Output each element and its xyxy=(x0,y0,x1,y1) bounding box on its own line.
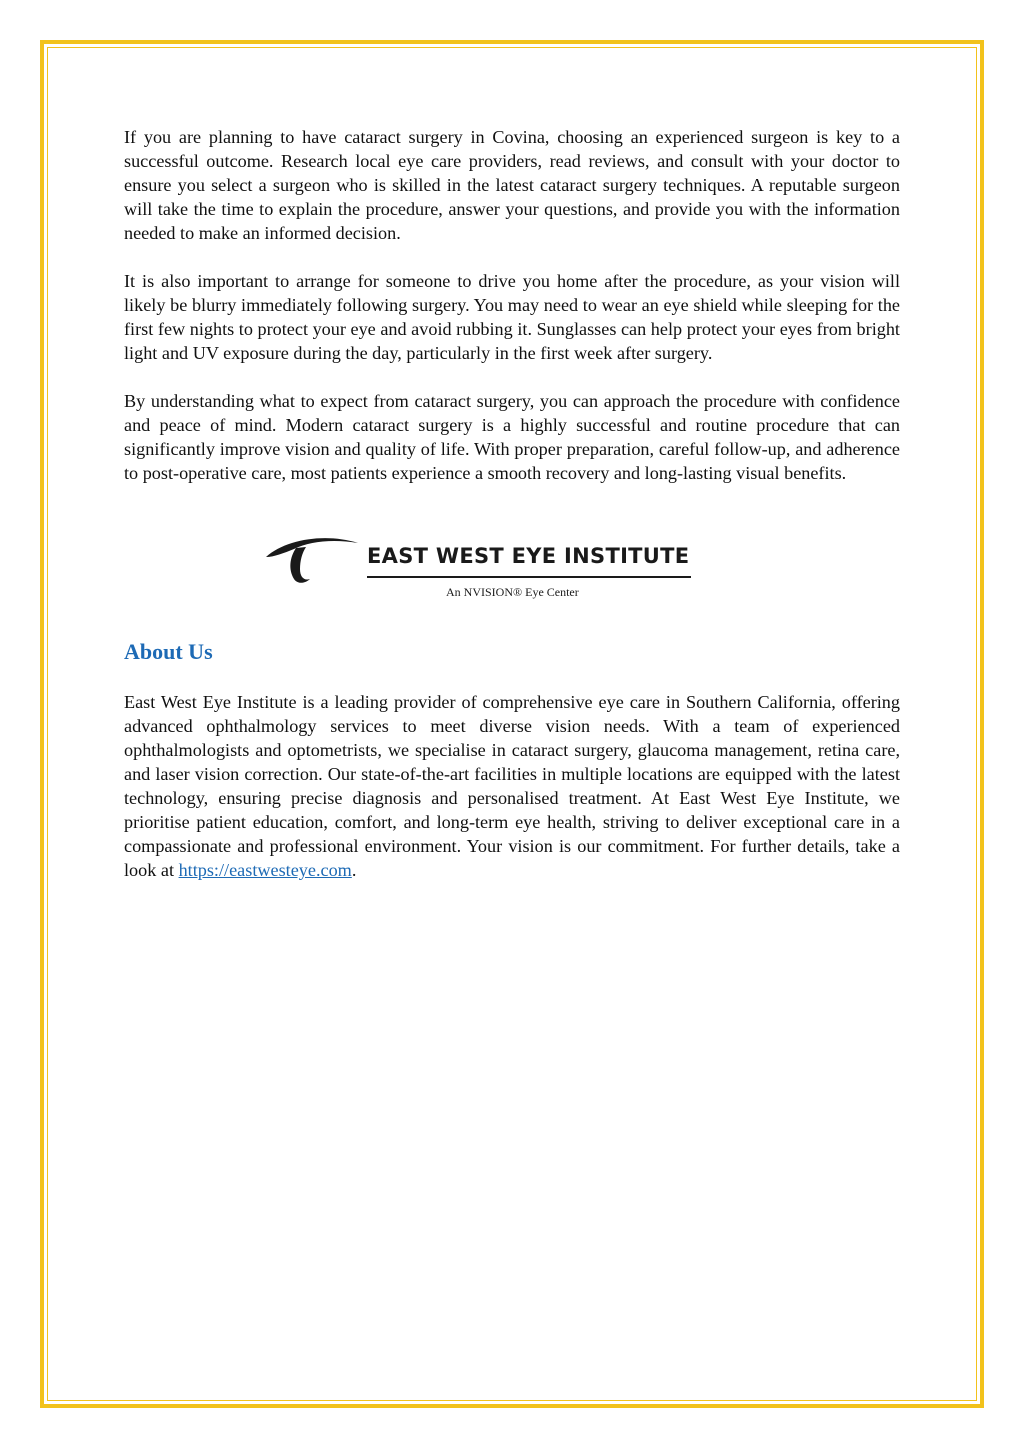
about-us-text: East West Eye Institute is a leading provider of comprehensive eye care in Southern California, offering advanced ophthalmology services to meet diverse vision needs. With a team of experienced ophthalmologists and optometrists, we specialise in cataract surgery, glaucoma management, retina care, and laser vision correction. Our state-of-the-art facilities in multiple locations are equipped with the latest technology, ensuring precise diagnosis and personalised treatment. At East West Eye Institute, we prioritise patient education, comfort, and long-term eye health, striving to deliver exceptional care in a compassionate and professional environment. Your vision is our commitment. For further details, take a look at xyxy=(124,692,900,880)
logo-wordmark: EAST WEST EYE INSTITUTE xyxy=(367,544,690,568)
about-us-heading: About Us xyxy=(124,639,213,664)
company-logo xyxy=(124,535,900,630)
eye-arc-logo-icon xyxy=(264,535,360,587)
paragraph-conclusion: By understanding what to expect from cataract surgery, you can approach the procedure with confidence and peace of mind. Modern cataract surgery is a highly successful and routine procedure that can significantly improve vision and quality of life. With proper preparation, careful follow-up, and adherence to post-operative care, most patients experience a smooth recovery and long-lasting visual benefits. xyxy=(124,391,900,483)
about-us-trailing: . xyxy=(351,860,357,880)
logo-tagline: An NVISION® Eye Center xyxy=(446,585,579,599)
paragraph-after-procedure: It is also important to arrange for someone to drive you home after the procedure, as your vision will likely be blurry immediately following surgery. You may need to wear an eye shield while sleeping for the first few nights to protect your eye and avoid rubbing it. Sunglasses can help protect your eyes from bright light and UV exposure during the day, particularly in the first week after surgery. xyxy=(124,271,900,363)
document-body xyxy=(124,125,900,882)
logo-divider xyxy=(367,576,691,578)
about-us-paragraph xyxy=(124,690,900,882)
paragraph-choosing-surgeon: If you are planning to have cataract surgery in Covina, choosing an experienced surgeon is key to a successful outcome. Research local eye care providers, read reviews, and consult with your doctor to ensure you select a surgeon who is skilled in the latest cataract surgery techniques. A reputable surgeon will take the time to explain the procedure, answer your questions, and provide you with the information needed to make an informed decision. xyxy=(124,127,900,243)
website-link[interactable]: https://eastwesteye.com xyxy=(178,860,352,880)
